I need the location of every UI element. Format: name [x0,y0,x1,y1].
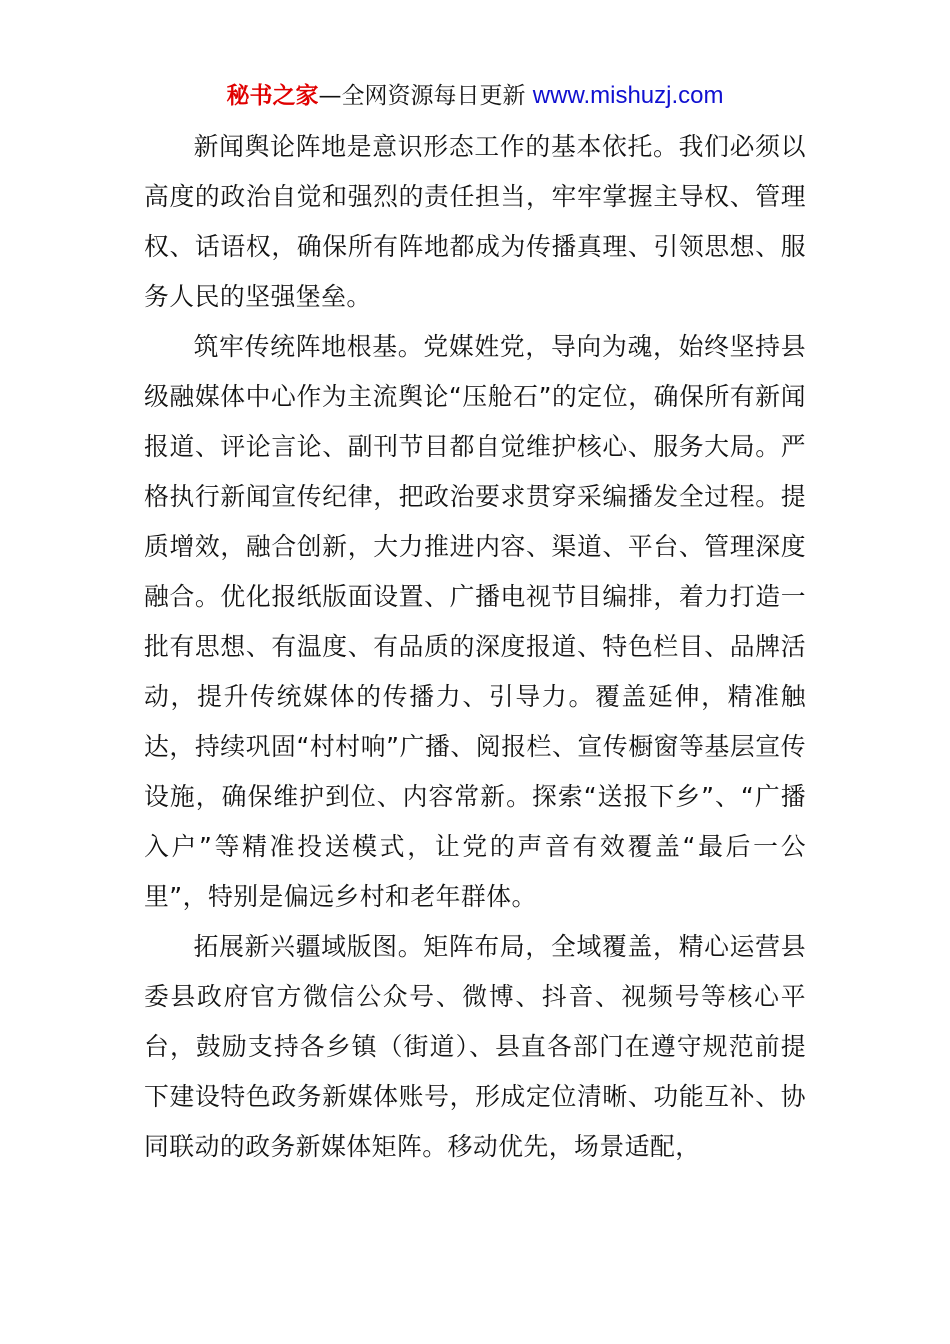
paragraph-new-media: 拓展新兴疆域版图。矩阵布局，全域覆盖，精心运营县委县政府官方微信公众号、微博、抖音、视频号等核心平台，鼓励支持各乡镇（街道）、县直各部门在遵守规范前提下建设特色政务新媒体账号，形成定位清晰、功能互补、协同联动的政务新媒体矩阵。移动优先，场景适配， [144,932,806,1161]
document-body [144,122,806,1172]
paragraph-intro: 新闻舆论阵地是意识形态工作的基本依托。我们必须以高度的政治自觉和强烈的责任担当，牢牢掌握主导权、管理权、话语权，确保所有阵地都成为传播真理、引领思想、服务人民的坚强堡垒。 [144,132,806,311]
site-brand: 秘书之家 [226,83,319,109]
page-header [0,80,950,112]
paragraph-traditional-media: 筑牢传统阵地根基。党媒姓党，导向为魂，始终坚持县级融媒体中心作为主流舆论“压舱石”的定位，确保所有新闻报道、评论言论、副刊节目都自觉维护核心、服务大局。严格执行新闻宣传纪律，把政治要求贯穿采编播发全过程。提质增效，融合创新，大力推进内容、渠道、平台、管理深度融合。优化报纸版面设置、广播电视节目编排，着力打造一批有思想、有温度、有品质的深度报道、特色栏目、品牌活动，提升传统媒体的传播力、引导力。覆盖延伸，精准触达，持续巩固“村村响”广播、阅报栏、宣传橱窗等基层宣传设施，确保维护到位、内容常新。探索“送报下乡”、“广播入户”等精准投送模式，让党的声音有效覆盖“最后一公里”，特别是偏远乡村和老年群体。 [144,332,806,911]
site-tagline: —全网资源每日更新 [318,83,533,109]
site-url-link[interactable]: www.mishuzj.com [532,82,724,109]
